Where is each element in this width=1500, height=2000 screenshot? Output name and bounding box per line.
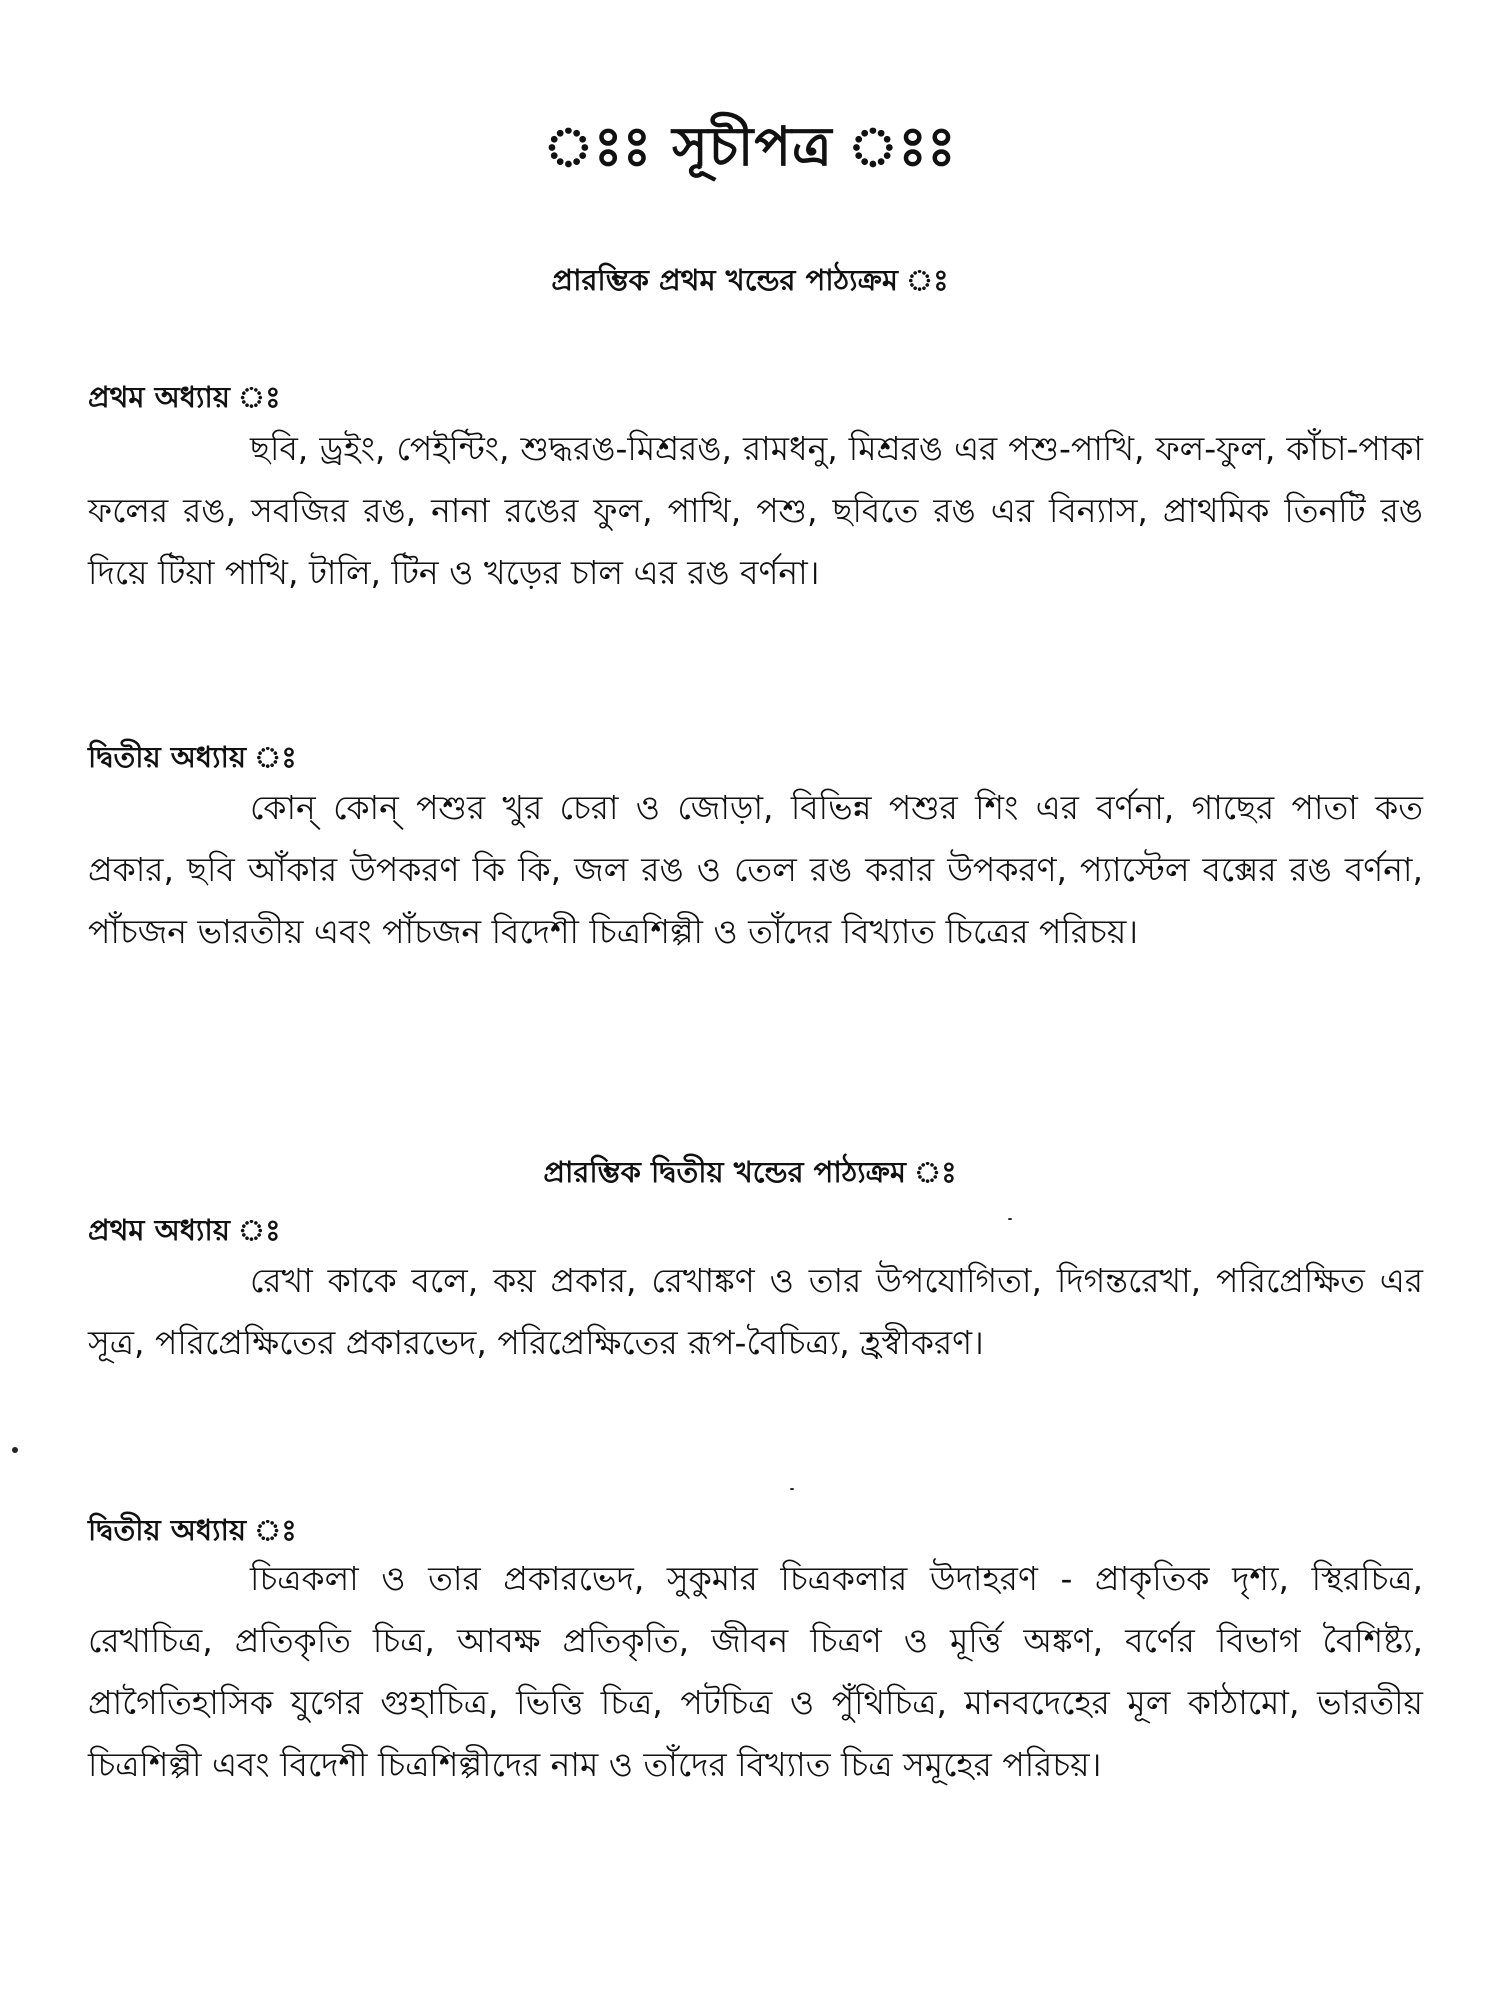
chapter-heading: দ্বিতীয় অধ্যায় ঃ <box>88 1513 297 1547</box>
scan-speck <box>12 1447 18 1453</box>
chapter-description: রেখা কাকে বলে, কয় প্রকার, রেখাঙ্কণ ও তার উপযোগিতা, দিগন্তরেখা, পরিপ্রেক্ষিত এর সূত্র, পরিপ্রেক্ষিতের প্রকারভেদ, পরিপ্রেক্ষিতের রূপ-বৈচিত্র্য, হ্রস্বীকরণ। <box>88 1261 1423 1362</box>
chapter-heading: দ্বিতীয় অধ্যায় ঃ <box>88 740 297 774</box>
chapter-heading: প্রথম অধ্যায় ঃ <box>88 1213 281 1247</box>
section-heading-second-part: প্রারম্ভিক দ্বিতীয় খন্ডের পাঠ্যক্রম ঃ <box>543 1155 957 1189</box>
scan-speck <box>1008 1218 1012 1220</box>
section-heading-first-part: প্রারম্ভিক প্রথম খন্ডের পাঠ্যক্রম ঃ <box>551 263 949 297</box>
chapter-description: ছবি, ড্রইং, পেইন্টিং, শুদ্ধরঙ-মিশ্ররঙ, রামধনু, মিশ্ররঙ এর পশু-পাখি, ফল-ফুল, কাঁচা-পাকা ফলের রঙ, সবজির রঙ, নানা রঙের ফুল, পাখি, পশু, ছবিতে রঙ এর বিন্যাস, প্রাথমিক তিনটি রঙ দিয়ে টিয়া পাখি, টালি, টিন ও খড়ের চাল এর রঙ বর্ণনা। <box>88 429 1423 592</box>
chapter-heading: প্রথম অধ্যায় ঃ <box>88 380 281 414</box>
scan-speck <box>790 1488 794 1490</box>
chapter-description: চিত্রকলা ও তার প্রকারভেদ, সুকুমার চিত্রকলার উদাহরণ - প্রাকৃতিক দৃশ্য, স্থিরচিত্র, রেখাচিত্র, প্রতিকৃতি চিত্র, আবক্ষ প্রতিকৃতি, জীবন চিত্রণ ও মূর্ত্তি অঙ্কণ, বর্ণের বিভাগ বৈশিষ্ট্য, প্রাগৈতিহাসিক যুগের গুহাচিত্র, ভিত্তি চিত্র, পটচিত্র ও পুঁথিচিত্র, মানবদেহের মূল কাঠামো, ভারতীয় চিত্রশিল্পী এবং বিদেশী চিত্রশিল্পীদের নাম ও তাঁদের বিখ্যাত চিত্র সমূহের পরিচয়। <box>88 1559 1423 1784</box>
chapter-description: কোন্ কোন্ পশুর খুর চেরা ও জোড়া, বিভিন্ন পশুর শিং এর বর্ণনা, গাছের পাতা কত প্রকার, ছবি আঁকার উপকরণ কি কি, জল রঙ ও তেল রঙ করার উপকরণ, প্যাস্টেল বক্সের রঙ বর্ণনা, পাঁচজন ভারতীয় এবং পাঁচজন বিদেশী চিত্রশিল্পী ও তাঁদের বিখ্যাত চিত্রের পরিচয়। <box>88 788 1423 951</box>
page-title: ঃঃ সূচীপত্র ঃঃ <box>543 115 957 178</box>
